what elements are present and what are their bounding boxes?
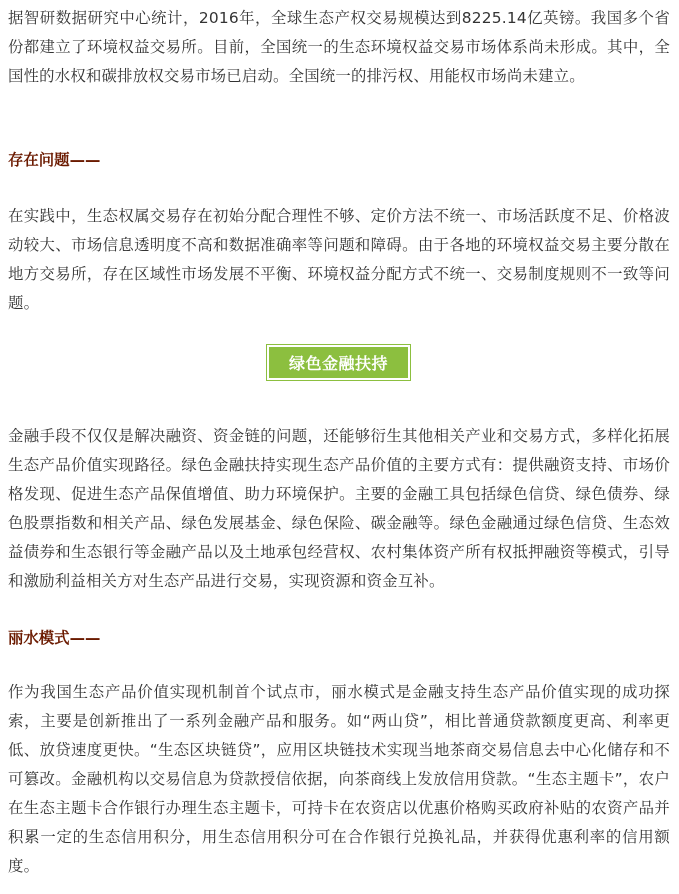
intro-paragraph: 据智研数据研究中心统计，2016年，全球生态产权交易规模达到8225.14亿英镑。我国多个省份都建立了环境权益交易所。目前，全国统一的生态环境权益交易市场体系尚未形成。其中，全国性的水权和碳排放权交易市场已启动。全国统一的排污权、用能权市场尚未建立。: [8, 9, 670, 85]
green-finance-badge-label: 绿色金融扶持: [269, 347, 408, 378]
green-finance-badge: [266, 344, 411, 381]
finance-paragraph: 金融手段不仅仅是解决融资、资金链的问题，还能够衍生其他相关产业和交易方式，多样化拓展生态产品价值实现路径。绿色金融扶持实现生态产品价值的主要方式有：提供融资支持、市场价格发现、促进生态产品保值增值、助力环境保护。主要的金融工具包括绿色信贷、绿色债券、绿色股票指数和相关产品、绿色发展基金、绿色保险、碳金融等。绿色金融通过绿色信贷、生态效益债券和生态银行等金融产品以及土地承包经营权、农村集体资产所有权抵押融资等模式，引导和激励利益相关方对生态产品进行交易，实现资源和资金互补。: [8, 427, 670, 590]
lishui-heading: 丽水模式——: [8, 629, 101, 647]
problems-heading: 存在问题——: [8, 151, 101, 169]
problems-paragraph: 在实践中，生态权属交易存在初始分配合理性不够、定价方法不统一、市场活跃度不足、价格波动较大、市场信息透明度不高和数据准确率等问题和障碍。由于各地的环境权益交易主要分散在地方交易所，存在区域性市场发展不平衡、环境权益分配方式不统一、交易制度规则不一致等问题。: [8, 207, 670, 312]
lishui-paragraph: 作为我国生态产品价值实现机制首个试点市，丽水模式是金融支持生态产品价值实现的成功探索，主要是创新推出了一系列金融产品和服务。如“两山贷”，相比普通贷款额度更高、利率更低、放贷速度更快。“生态区块链贷”，应用区块链技术实现当地茶商交易信息去中心化储存和不可篡改。金融机构以交易信息为贷款授信依据，向茶商线上发放信用贷款。“生态主题卡”，农户在生态主题卡合作银行办理生态主题卡，可持卡在农资店以优惠价格购买政府补贴的农资产品并积累一定的生态信用积分，用生态信用积分可在合作银行兑换礼品，并获得优惠利率的信用额度。: [8, 683, 670, 875]
